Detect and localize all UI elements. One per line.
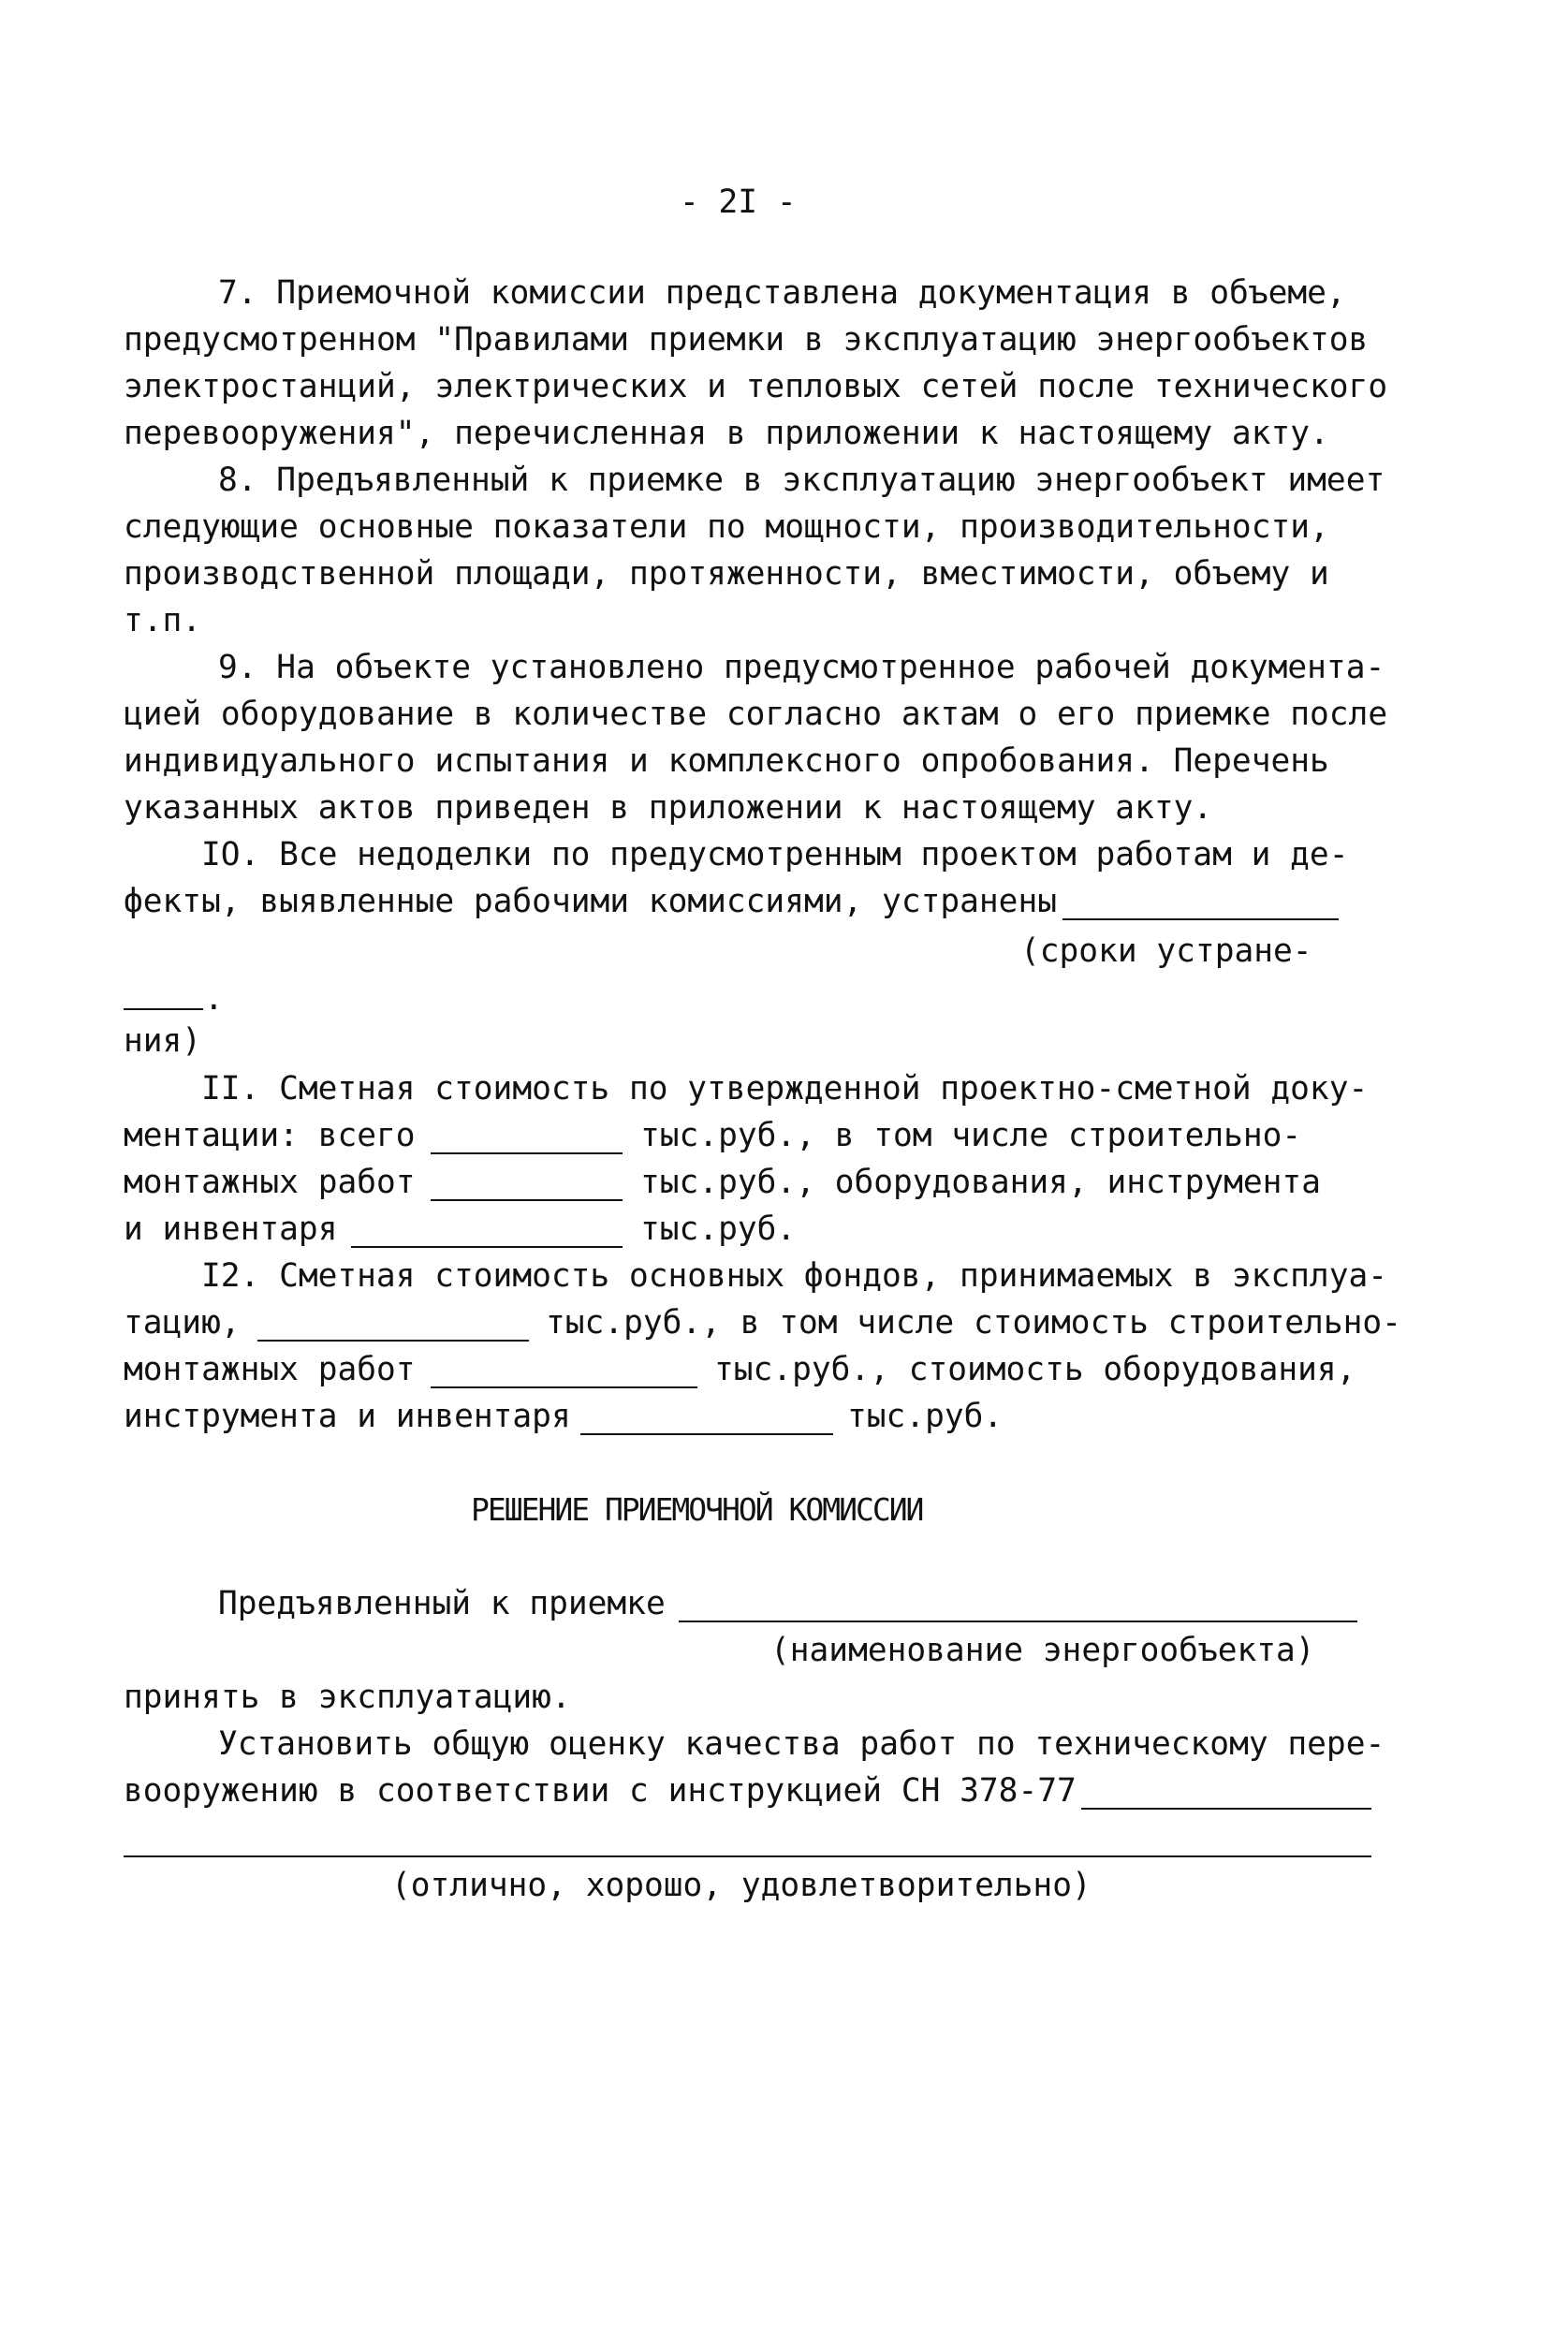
para-8-line-4: т.п. [124,602,202,639]
para-12-line-2-end: тыс.руб., в том числе стоимость строительно- [546,1304,1401,1342]
para-9-line-1: 9. На объекте установлено предусмотренное рабочей документа- [218,649,1385,686]
para-12-line-3-end: тыс.руб., стоимость оборудования, [714,1351,1356,1388]
fill-blank-rating [124,1855,1371,1857]
fill-blank-deadline-short [124,1008,203,1010]
para-7-line-1: 7. Приемочной комиссии представлена документация в объеме, [218,274,1346,312]
para-10-dot: . [204,980,224,1018]
fill-blank-facility-name [679,1621,1357,1622]
fill-blank-construction-cost [431,1386,697,1388]
fill-blank-equipment [351,1246,623,1248]
para-12-line-1: I2. Сметная стоимость основных фондов, принимаемых в эксплуа- [201,1257,1388,1295]
para-9-line-3: индивидуального испытания и комплексного опробования. Перечень [124,742,1329,780]
fill-blank-construction [431,1199,623,1201]
para-11-line-4-start: и инвентаря [124,1210,338,1248]
para-12-line-3-start: монтажных работ [124,1351,416,1388]
fill-blank-fixed-assets [257,1340,529,1342]
para-10-line-2: фекты, выявленные рабочими комиссиями, устранены [124,883,1057,920]
para-7-line-3: электростанций, электрических и тепловых сетей после технического [124,368,1388,405]
fill-blank-deadline [1062,918,1339,920]
para-7-line-4: перевооружения", перечисленная в приложении к настоящему акту. [124,415,1329,452]
para-12-line-4-start: инструмента и инвентаря [124,1398,571,1435]
para-11-line-2-end: тыс.руб., в том числе строительно- [640,1117,1302,1154]
para-9-line-2: цией оборудование в количестве согласно актам о его приемке после [124,696,1388,733]
para-12-line-4-end: тыс.руб. [847,1398,1004,1435]
para-7-line-2: предусмотренном "Правилами приемки в эксплуатацию энергообъектов [124,321,1369,359]
para-11-line-3-end: тыс.руб., оборудования, инструмента [640,1164,1321,1201]
decision-line-5: вооружению в соответствии с инструкцией СН 378-77 [124,1772,1077,1810]
decision-line-1: Предъявленный к приемке [218,1585,666,1622]
section-heading: РЕШЕНИЕ ПРИЕМОЧНОЙ КОМИССИИ [471,1491,923,1528]
page-number: - 2I - [680,183,797,221]
decision-caption-rating: (отлично, хорошо, удовлетворительно) [391,1867,1092,1904]
para-10-caption: (сроки устране- [1020,932,1312,970]
para-9-line-4: указанных актов приведен в приложении к настоящему акту. [124,789,1213,827]
decision-line-3: принять в эксплуатацию. [124,1679,571,1716]
para-11-line-2-start: ментации: всего [124,1117,416,1154]
para-10-caption-end: ния) [124,1022,202,1060]
para-11-line-4-end: тыс.руб. [640,1210,797,1248]
para-8-line-1: 8. Предъявленный к приемке в эксплуатацию энергообъект имеет [218,462,1385,499]
decision-line-4: Установить общую оценку качества работ по техническому пере- [218,1725,1385,1763]
para-11-line-3-start: монтажных работ [124,1164,416,1201]
para-10-line-1: IO. Все недоделки по предусмотренным проектом работам и де- [201,836,1349,873]
fill-blank-rating-short [1081,1808,1371,1810]
para-8-line-3: производственной площади, протяженности, вместимости, объему и [124,555,1329,593]
para-11-line-1: II. Сметная стоимость по утвержденной проектно-сметной доку- [201,1070,1369,1107]
decision-caption-facility: (наименование энергообъекта) [770,1632,1315,1669]
para-8-line-2: следующие основные показатели по мощности, производительности, [124,508,1329,546]
para-12-line-2-start: тацию, [124,1304,241,1342]
fill-blank-total [431,1152,623,1154]
fill-blank-equipment-cost [580,1433,833,1435]
